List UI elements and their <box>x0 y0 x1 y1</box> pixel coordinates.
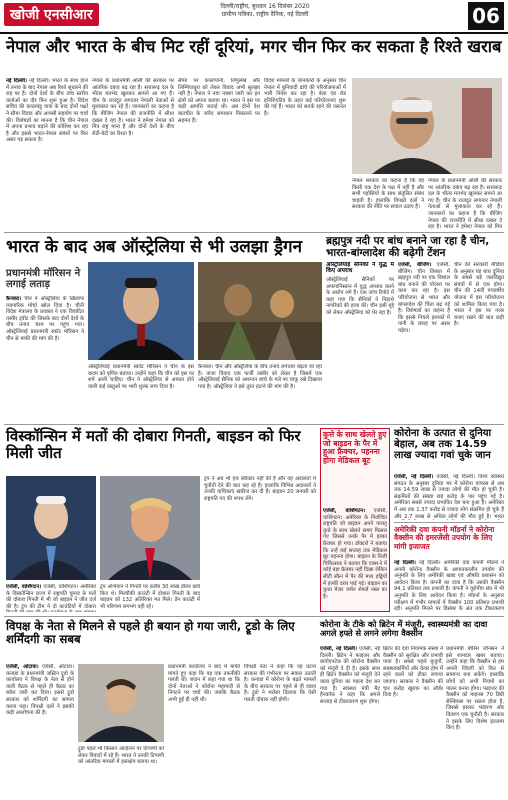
corona-col-1: एजेंसी, नई दिल्ली। एजेंसी, नई दिल्ली। विश्व स्वास्थ्य संगठन के अनुसार दुनिया भर में कोरोना वायरस से अब तक 14.59 लाख से ज्यादा लोगों की मौत हो चुकी है। संक्रमितों की संख्या छह करोड़ के पार पहुंच गई है। अमेरिका सबसे ज्यादा प्रभावित देश बना हुआ है। अमेरिका में अब तक 1.37 करोड़ से ज्यादा लोग संक्रमित हो चुके हैं और 2.7 लाख से अधिक लोगों की मौत हुई है। भारत <box>394 474 504 520</box>
trudeau-photo <box>78 664 164 742</box>
divider <box>4 424 504 425</box>
page-number: 06 <box>468 2 504 30</box>
australia-col-3: कैनबरा। चीन और ऑस्ट्रेलिया के बीच तनाव लगातार बढ़ता जा रहा है। ताजा विवाद एक फर्जी तस्वीर को लेकर है जिसमें एक ऑस्ट्रेलियाई सैनिक को अफगान बच्चे के गले पर चाकू रखे दिखाया गया है। ऑस्ट्रेलिया ने इसे तुरंत हटाने की मांग की है। <box>198 364 322 390</box>
headline-brahmaputra: ब्रह्मपुत्र नदी पर बांध बनाने जा रहा है चीन, भारत-बांग्लादेश की बढ़ेगी टेंशन <box>326 235 490 259</box>
trudeau-portrait-icon <box>78 664 164 742</box>
dateline-2: ग्रामीण पत्रिका, राष्ट्रीय दैनिक, नई दिल्ली <box>221 11 309 18</box>
nepal-col-3: सीमा पर कालापानी, लिपुलेख और लिम्पियाधुरा को लेकर विवाद अभी सुलझा नहीं है। नेपाल ने नया नक्शा जारी कर इन क्षेत्रों को अपना बताया था। भारत ने इस पर कड़ी आपत्ति जताई थी। अब दोनों देश बातचीत के जरिए समाधान निकालने पर सहमत हैं। <box>178 78 260 124</box>
dateline-1: दिल्ली/राष्ट्रीय, बुधवार 16 दिसंबर 2020 <box>220 3 310 10</box>
britain-col-2: ब्रिटेन की दवा नियामक संस्था ने वैक्सीन को सुरक्षित और प्रभावी पाया है। सबसे पहले बुजुर्गों, स्वास्थ्यकर्मियों और केयर होम में रहने वालों को टीका लगाया जाएगा। सरकार ने वैक्सीन की चार करोड़ खुराक का ऑर्डर दिया है। <box>383 646 443 699</box>
soldier-image-icon <box>198 262 322 360</box>
dateline <box>150 3 380 19</box>
trudeau-col-1: एजेंसी, ओटावा। एजेंसी, ओटावा। कनाडा के प्रधानमंत्री जस्टिन ट्रूडो के कार्यालय ने विपक्ष के नेता से होने वाली बैठक से पहले ही बैठक का ब्योरा जारी कर दिया। इससे ट्रूडो सरकार को शर्मिंदगी का सामना करना पड़ा। विपक्षी दलों ने इसकी कड़ी आलोचना की है। <box>6 664 74 717</box>
headline-corona: कोरोना के उत्पात से दुनिया बेहाल, अब तक 14.59 लाख ज्यादा गवां चुके जान <box>394 428 492 462</box>
australia-subhead: ऑस्ट्रेलियाई सैनिकों ने युद्ध में किए अपराध <box>326 262 394 275</box>
trump-photo <box>100 476 200 580</box>
trump-portrait-icon <box>100 476 200 580</box>
wisconsin-col-1: एजेंसी, वाशिंगटन। एजेंसी, वाशिंगटन। अमेरिका के विस्कॉन्सिन राज्य में राष्ट्रपति चुनाव के मतों की दोबारा गिनती में भी जो बाइडन ने जीत दर्ज की है। ट्रंप की टीम ने दो काउंटियों में दोबारा <box>6 584 96 610</box>
trudeau-col-2: ट्रूडो पहले भी किसान आंदोलन पर टिप्पणी को लेकर विवादों में रहे हैं। भारत ने उनकी टिप्पणी को आंतरिक मामलों में हस्तक्षेप बताया था। <box>78 746 164 766</box>
biden-photo <box>6 476 96 580</box>
oli-portrait-icon <box>352 78 502 174</box>
headline-australia: भारत के बाद अब ऑस्ट्रेलिया से भी उलझा ड्रैगन <box>6 237 303 257</box>
headline-britain: कोरोना के टीके को ब्रिटेन में मंजूरी, स्वास्थ्यमंत्री का दावा अगले हफ्ते से लगने लगेगा वैक्सीन <box>320 619 488 639</box>
headline-moderna: अमेरिकी दवा कंपनी मॉडर्ना ने कोरोना वैक्सीन की इमरजेंसी उपयोग के लिए मांगी इजाजत <box>394 525 495 551</box>
brahmaputra-col-2: चीन की सरकारी मीडिया के अनुसार यह बांध दुनिया के सबसे बड़े जलविद्युत संयंत्रों में से एक होगा। चीन की 14वीं पंचवर्षीय योजना में इस परियोजना को शामिल किया गया है। भारत ने इस पर नजर बनाए रखने की बात कही है। <box>454 262 504 328</box>
headline-trudeau: विपक्ष के नेता से मिलने से पहले ही बयान हो गया जारी, ट्रूडो के लिए शर्मिंदगी का सबब <box>6 619 295 646</box>
britain-col-1: एजेंसी, नई दिल्ली। एजेंसी, नई दिल्ली। ब्रिटेन ने फाइजर और बायोएनटेक की कोरोना वैक्सीन को मंजूरी दे दी है। इसके साथ ही ब्रिटेन वैक्सीन को मंजूरी देने वाला दुनिया का पहला देश बन गया है। स्वास्थ्य मंत्री मैट हैनकॉक ने कहा कि अगले सप्ताह से टीकाकरण शुरू होगा। <box>320 646 380 705</box>
nepal-col-4: विदेश मामलों के जानकारों के अनुसार चीन नेपाल में बुनियादी ढांचे की परियोजनाओं में भारी निवेश कर रहा है। बेल्ट एंड रोड इनिशिएटिव के तहत कई परियोजनाएं शुरू की गई हैं। भारत को सतर्क रहने की जरूरत है। <box>264 78 346 117</box>
headline-mauritius: प्रधानमंत्री मॉरिसन ने लगाई लताड़ <box>6 268 81 291</box>
moderna-col-1: नई दिल्ली। नई दिल्ली। अमेरिकी दवा कंपनी मॉडर्ना ने अपनी कोरोना वैक्सीन के आपातकालीन उपयोग की अनुमति के लिए अमेरिकी खाद्य एवं औषधि प्रशासन को आवेदन किया है। कंपनी का दावा है कि उसकी वैक्सीन 94.1 प्रतिशत तक प्रभावी है। कंपनी ने यूरोपीय संघ में भी अनुमति के लिए आवेदन किया है। मॉडर्ना के अनुसार परीक्षण में गंभीर मामलों में वैक्सीन 100 प्रतिशत प्रभावी रही। अनुमति मिलने पर दिसंबर के अंत तक टीकाकरण <box>394 560 504 612</box>
trudeau-col-4: विपक्षी नेता ने कहा कि यह घटना सरकार की गंभीरता पर सवाल उठाती है। कनाडा में कोरोना के बढ़ते मामलों के बीच सरकार पर पहले से ही दबाव है। ट्रूडो ने भरोसा दिलाया कि ऐसी गलती दोबारा नहीं होगी। <box>244 664 316 703</box>
australia-col-4: ऑस्ट्रेलियाई सैनिकों ने युद्ध में किए अपराध ऑस्ट्रेलियाई सैनिकों पर अफगानिस्तान में युद्ध अपराध करने के आरोप लगे हैं। एक जांच रिपोर्ट में कहा गया कि सैनिकों ने निहत्थे नागरिकों की हत्या की। चीन इसी मुद्दे को लेकर ऑस्ट्रेलिया को घेर रहा है। <box>326 262 394 316</box>
brahmaputra-col-1: एजेंसी, बीजिंग। एजेंसी, बीजिंग। चीन तिब्बत में ब्रह्मपुत्र नदी पर एक विशाल बांध बनाने की योजना पर काम कर रहा है। इस परियोजना से भारत और बांग्लादेश की चिंता बढ़ गई है। विशेषज्ञों का कहना है कि इससे निचले इलाकों में पानी के प्रवाह पर असर पड़ेगा। <box>398 262 450 334</box>
oli-photo <box>352 78 502 174</box>
nepal-col-5: नेपाल सरकार का कहना है कि वह किसी एक देश के पक्ष में नहीं है और सभी पड़ोसियों के साथ संतुलित संबंध चाहती है। हालांकि विपक्षी दलों ने सरकार की नीति पर सवाल उठाए हैं। <box>352 178 424 211</box>
spokesperson-photo <box>88 262 194 360</box>
spokesperson-portrait-icon <box>88 262 194 360</box>
dog-col-1: एजेंसी, वाशिंगटन। एजेंसी, वाशिंगटन। अमेरिका के निर्वाचित राष्ट्रपति जो बाइडन अपने पालतू कुत्ते के साथ खेलते समय फिसल गए जिससे उनके पैर में हल्का फ्रैक्चर हो गया। डॉक्टरों ने बताया कि उन्हें कई सप्ताह तक मेडिकल बूट पहनना होगा। बाइडन के निजी चिकित्सक ने बताया कि एक्स-रे में कोई बड़ा फ्रैक्चर नहीं दिखा लेकिन सीटी स्कैन में पैर की मध्य हड्डियों में हल्की दरार पाई गई। बाइडन का कुत्ता मेजर जर्मन शेफर्ड नस्ल का है। <box>323 508 387 600</box>
nepal-col-2: नेपाल के प्रधानमंत्री ओली की सरकार पर आंतरिक दबाव बढ़ रहा है। सत्तारूढ़ दल के भीतर मतभेद खुलकर सामने आ गए हैं। चीन के राजदूत लगातार नेपाली नेताओं से मुलाकात कर रहे हैं। जानकारों का कहना है कि बीजिंग नेपाल की राजनीति में सीधा दखल दे रहा है। भारत ने हमेशा नेपाल को मित्र राष्ट्र माना है और दोनों देशों के बीच रोटी-बेटी का रिश्ता है। <box>92 78 174 137</box>
britain-col-3: प्रधानमंत्री बोरिस जॉनसन ने इसे शानदार खबर बताया। उन्होंने कहा कि वैक्सीन से हम अपनी जिंदगी को फिर से सामान्य बना सकेंगे। हालांकि लोगों को अभी नियमों का पालन करना होगा। फाइजर की वैक्सीन को माइनस 70 डिग्री सेल्सियस पर रखना होता है, जिससे इसका भंडारण और वितरण एक चुनौती है। सरकार ने इसके लिए विशेष इंतजाम किए हैं। <box>446 646 504 732</box>
wisconsin-col-2: ट्रंप अभियान ने गिनती पर करीब 30 लाख डॉलर खर्च किए थे। मिल्वौकी काउंटी में दोबारा गिनती के बाद बाइडन को 132 अतिरिक्त मत मिले। डेन काउंटी में भी परिणाम लगभग वही रहे। <box>100 584 200 610</box>
australia-col-1: कैनबरा। चीन ने ऑस्ट्रेलिया के खिलाफ व्यापारिक मोर्चा खोल दिया है। चीनी विदेश मंत्रालय के प्रवक्ता ने एक विवादित तस्वीर ट्वीट की जिसके बाद दोनों देशों के बीच तनाव चरम पर पहुंच गया। ऑस्ट्रेलियाई प्रधानमंत्री स्कॉट मॉरिसन ने चीन से माफी की मांग की है। <box>6 296 84 342</box>
headline-nepal: नेपाल और भारत के बीच मिट रहीं दूरियां, मगर चीन फिर कर सकता है रिश्ते खराब <box>6 37 502 56</box>
australia-col-2: ऑस्ट्रेलियाई प्रधानमंत्री स्कॉट मॉरिसन ने चीन के इस कदम को घृणित बताया। उन्होंने कहा कि चीन को इस पर शर्म आनी चाहिए। चीन ने ऑस्ट्रेलिया से आयात होने वाली कई वस्तुओं पर भारी शुल्क लगा दिया है। <box>88 364 194 390</box>
masthead <box>0 0 508 34</box>
nepal-col-6: नेपाल के प्रधानमंत्री ओली की सरकार पर आंतरिक दबाव बढ़ रहा है। सत्तारूढ़ दल के भीतर मतभेद खुलकर सामने आ गए हैं। चीन के राजदूत लगातार नेपाली नेताओं से मुलाकात कर रहे हैं। जानकारों का कहना है कि बीजिंग नेपाल की राजनीति में सीधा दखल दे रहा है। भारत ने हमेशा नेपाल को मित्र <box>428 178 502 230</box>
brand-logo: खोजी एनसीआर <box>4 3 99 26</box>
headline-dog: कुत्ते के साथ खेलते हुए जो बाइडन के पैर में हुआ फ्रैक्चर, पहनना होगा मेडिकल बूट <box>323 430 387 465</box>
headline-wisconsin: विस्कॉन्सिन में मतों की दोबारा गिनती, बाइडन को फिर मिली जीत <box>6 427 301 462</box>
biden-portrait-icon <box>6 476 96 580</box>
trudeau-col-3: प्रधानमंत्री कार्यालय ने बाद में माफी मांगते हुए कहा कि यह एक तकनीकी गलती थी। बयान में कहा गया था कि दोनों नेताओं ने कोरोना महामारी से निपटने पर चर्चा की। जबकि बैठक अभी हुई ही नहीं थी। <box>168 664 240 703</box>
divider <box>4 616 504 617</box>
divider <box>4 232 504 233</box>
soldier-photo <box>198 262 322 360</box>
divider <box>394 522 504 523</box>
wisconsin-col-3: ट्रंप ने अब भी हार स्वीकार नहीं की है और वह अदालतों में चुनौती देने की बात कह रहे हैं। हालांकि विभिन्न अदालतों ने उनकी याचिकाएं खारिज कर दी हैं। बाइडन 20 जनवरी को राष्ट्रपति पद की शपथ लेंगे। <box>204 476 316 502</box>
nepal-col-1: नई दिल्ली। नई दिल्ली। भारत के साथ हाल में तनाव के बाद नेपाल अब रिश्ते सुधारने की राह पर है। दोनों देशों के बीच उच्च स्तरीय वार्ताओं का दौर फिर शुरू हुआ है। विदेश सचिव की काठमांडू यात्रा के बाद दोनों पक्षों ने सीमा विवाद और आपसी सहयोग पर चर्चा की। विशेषज्ञों का मानना है कि चीन नेपाल में अपना प्रभाव बढ़ाने की कोशिश कर रहा है और इससे भारत-नेपाल संबंधों पर फिर असर पड़ सकता है। <box>6 78 88 144</box>
